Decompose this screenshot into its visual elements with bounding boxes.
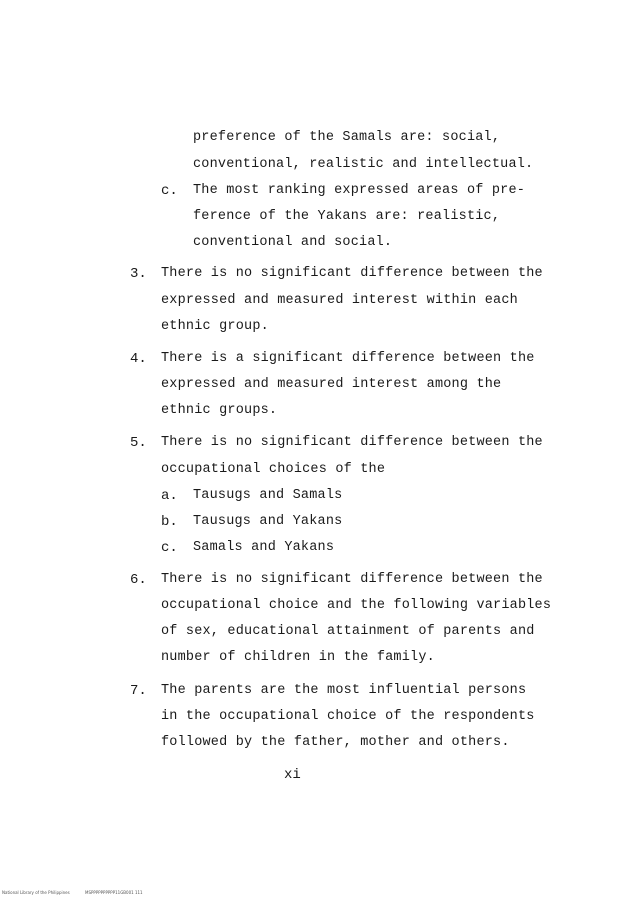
item-number: 7.: [130, 683, 147, 699]
item-line: There is no significant difference between the: [161, 572, 543, 587]
item-line: expressed and measured interest among the: [161, 377, 502, 392]
subitem-label: c.: [161, 540, 178, 556]
scan-footer: [2, 890, 157, 895]
continuation-c-line-2: ference of the Yakans are: realistic,: [193, 209, 501, 224]
page-number: xi: [284, 767, 301, 783]
footer-library: National Library of the Philippines: [2, 890, 70, 895]
item-line: There is no significant difference between the: [161, 266, 543, 281]
item-line: occupational choices of the: [161, 462, 386, 477]
subitem-label: b.: [161, 514, 178, 530]
continuation-line-2: conventional, realistic and intellectual.: [193, 157, 534, 172]
subitem-label: a.: [161, 488, 178, 504]
item-number: 6.: [130, 572, 147, 588]
continuation-line-1: preference of the Samals are: social,: [193, 130, 501, 145]
item-number: 4.: [130, 351, 147, 367]
continuation-c-line-1: The most ranking expressed areas of pre-: [193, 183, 526, 198]
item-line: expressed and measured interest within each: [161, 293, 518, 308]
item-line: occupational choice and the following variables: [161, 598, 552, 613]
item-number: 5.: [130, 435, 147, 451]
item-line: ethnic group.: [161, 319, 269, 334]
subitem-text: Tausugs and Yakans: [193, 514, 343, 529]
item-line: of sex, educational attainment of parents and: [161, 624, 535, 639]
subitem-text: Samals and Yakans: [193, 540, 335, 555]
item-number: 3.: [130, 266, 147, 282]
item-line: in the occupational choice of the respondents: [161, 709, 535, 724]
subitem-text: Tausugs and Samals: [193, 488, 343, 503]
item-line: There is no significant difference between the: [161, 435, 543, 450]
item-line: ethnic groups.: [161, 403, 278, 418]
item-line: There is a significant difference between the: [161, 351, 535, 366]
subitem-label: c.: [161, 183, 178, 199]
item-line: number of children in the family.: [161, 650, 435, 665]
footer-code: MSPPPPPPPPPP11GB001 111: [85, 890, 143, 895]
continuation-c-line-3: conventional and social.: [193, 235, 393, 250]
item-line: The parents are the most influential persons: [161, 683, 527, 698]
item-line: followed by the father, mother and others.: [161, 735, 510, 750]
